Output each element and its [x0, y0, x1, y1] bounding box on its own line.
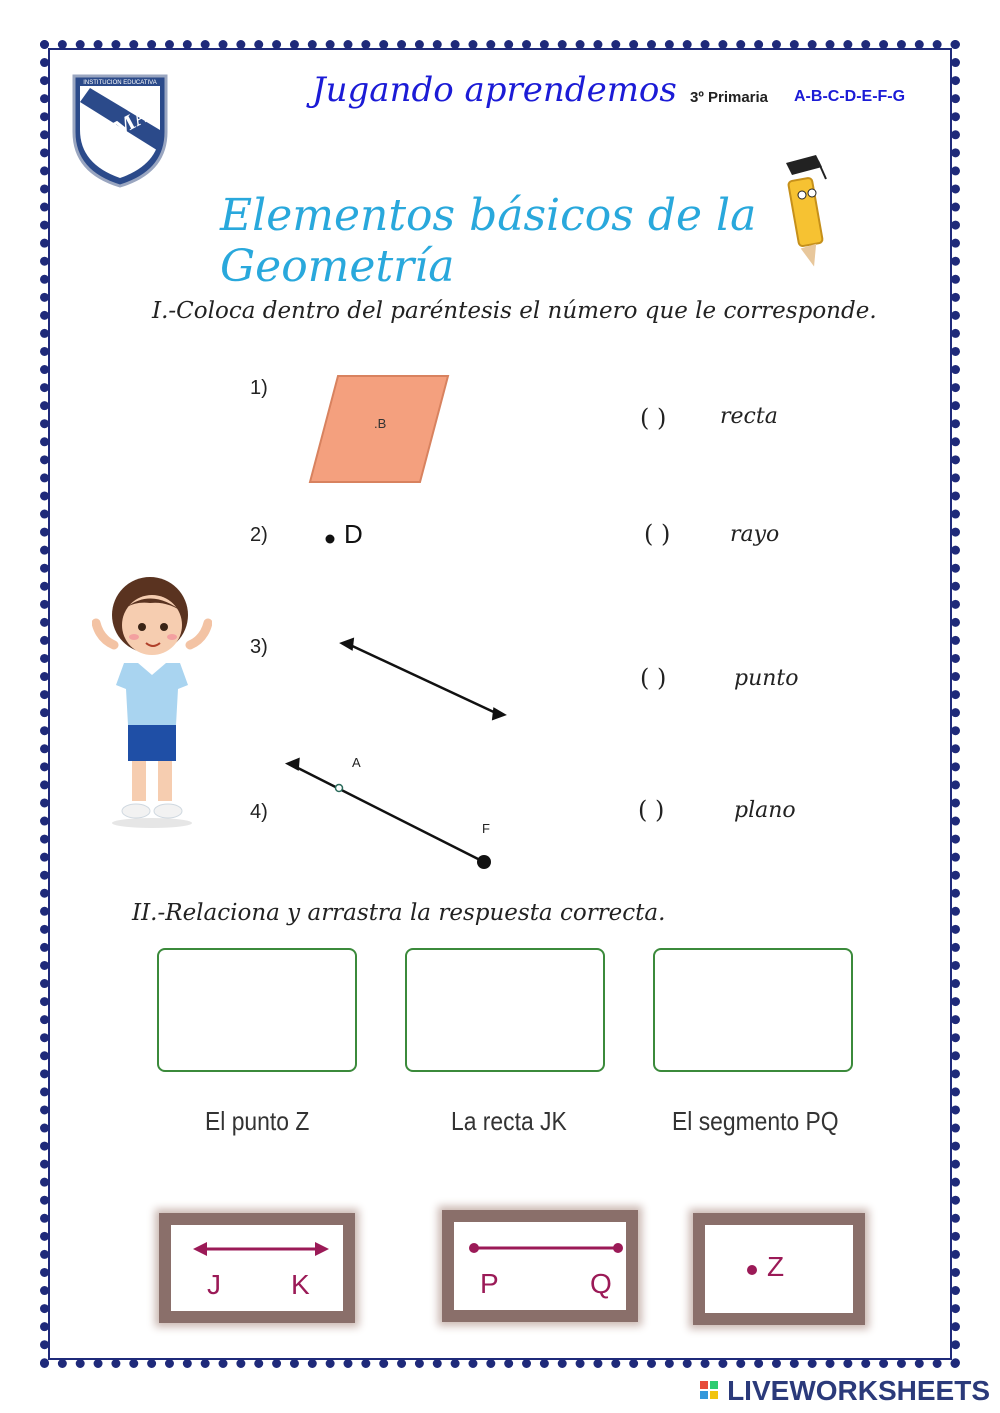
pencil-mascot-icon: [772, 155, 842, 270]
point-figure: [320, 515, 380, 555]
point-dot: [326, 535, 335, 544]
ray-label-f: F: [482, 821, 490, 836]
card-letter-k: K: [291, 1269, 310, 1300]
part1-instruction: I.-Coloca dentro del paréntesis el número que le corresponde.: [152, 298, 877, 324]
point-dot-icon: [745, 1263, 759, 1277]
item-number: 4): [250, 801, 268, 823]
target-label: El punto Z: [205, 1106, 310, 1136]
answer-parenthesis[interactable]: ( ): [640, 664, 667, 692]
card-letter-j: J: [207, 1269, 221, 1300]
target-label: La recta JK: [451, 1106, 567, 1136]
item-number: 1): [250, 377, 268, 399]
point-label: D: [344, 519, 363, 549]
school-logo: [70, 72, 170, 190]
target-label: El segmento PQ: [672, 1106, 839, 1136]
answer-parenthesis[interactable]: ( ): [644, 520, 671, 548]
card-letter-q: Q: [590, 1268, 612, 1299]
segment-icon: [466, 1238, 626, 1258]
part2-instruction: II.-Relaciona y arrastra la respuesta correcta.: [132, 900, 666, 926]
logo-text: CIMA: [87, 101, 154, 153]
answer-parenthesis[interactable]: ( ): [638, 796, 665, 824]
logo-subtext: INSTITUCION EDUCATIVA: [83, 80, 157, 86]
header-title: Jugando aprendemos: [312, 70, 677, 110]
card-letter-p: P: [480, 1268, 499, 1299]
plane-label: .B: [374, 416, 387, 431]
ray-label-a: A: [352, 755, 361, 770]
draggable-card-line[interactable]: [159, 1213, 355, 1323]
option-word: recta: [720, 404, 778, 429]
option-word: plano: [734, 798, 796, 823]
plane-figure: [300, 370, 460, 490]
line-figure: [330, 632, 520, 732]
line-arrow-icon: [191, 1237, 331, 1261]
drop-target-box[interactable]: [653, 948, 853, 1072]
drop-target-box[interactable]: [157, 948, 357, 1072]
drop-target-box[interactable]: [405, 948, 605, 1072]
grade-label: 3º Primaria: [690, 89, 769, 106]
option-word: punto: [734, 666, 799, 691]
card-letter-z: Z: [767, 1251, 785, 1282]
draggable-card-point[interactable]: [693, 1213, 865, 1325]
option-word: rayo: [730, 522, 780, 547]
page-title: Elementos básicos de la Geometría: [220, 190, 757, 292]
liveworksheets-logo-icon: [700, 1381, 728, 1405]
answer-parenthesis[interactable]: ( ): [640, 404, 667, 432]
draggable-card-segment[interactable]: [442, 1210, 638, 1322]
girl-illustration: [92, 575, 212, 830]
footer-brand[interactable]: LIVEWORKSHEETS: [727, 1375, 990, 1406]
item-number: 2): [250, 524, 268, 546]
sections-label: A-B-C-D-E-F-G: [794, 88, 906, 105]
item-number: 3): [250, 636, 268, 658]
ray-figure: [280, 755, 510, 880]
